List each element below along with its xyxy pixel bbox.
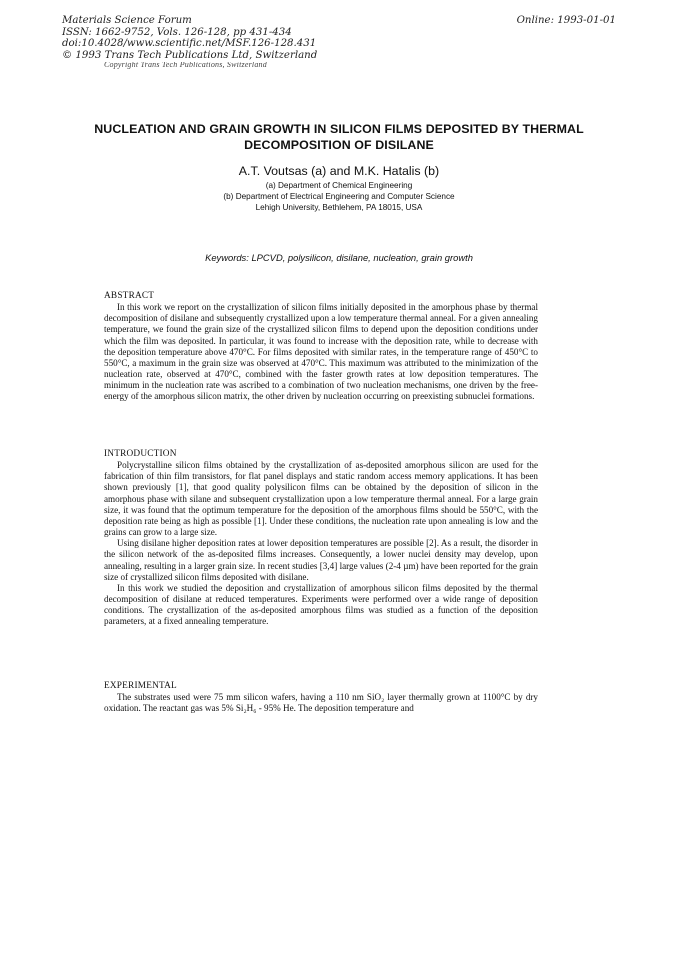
abstract-heading: ABSTRACT — [104, 291, 155, 301]
online-date: Online: 1993-01-01 — [516, 15, 616, 26]
affiliation-address: Lehigh University, Bethlehem, PA 18015, USA — [255, 203, 423, 213]
experimental-section — [104, 681, 538, 714]
abstract-section — [104, 291, 538, 403]
affiliation-a: (a) Department of Chemical Engineering — [265, 181, 413, 190]
paper-title: NUCLEATION AND GRAIN GROWTH IN SILICON FILMS DEPOSITED BY THERMAL DECOMPOSITION OF DISILANE — [94, 122, 584, 152]
affiliations — [0, 180, 678, 214]
doi-line[interactable]: doi:10.4028/www.scientific.net/MSF.126-128.431 — [62, 38, 317, 50]
intro-paragraph-2: Using disilane higher deposition rates at lower deposition temperatures are possible [2]. As a result, the disorder in the silicon network of the as-deposited films increases. Consequently, a lower nuclei density may develop, upon annealing, resulting in a larger grain size. In recent studies [3,4] large values (2-4 µm) have been reported for the grain size of crystallized silicon films deposited with disilane. — [104, 538, 538, 582]
experimental-heading: EXPERIMENTAL — [104, 681, 177, 691]
keywords: Keywords: LPCVD, polysilicon, disilane, nucleation, grain growth — [205, 252, 473, 263]
introduction-section — [104, 449, 538, 628]
abstract-text: In this work we report on the crystallization of silicon films initially deposited in the amorphous phase by thermal decomposition of disilane and subsequently crystallized upon a low temperature thermal anneal. For a given annealing temperature, we found the grain size of the crystallized silicon films to depend upon the deposition conditions under which the film was deposited. In particular, it was found to increase with the deposition rate, while to decrease with the deposition temperature above 470°C. For films deposited with similar rates, in the temperature range of 450°C to 550°C, a maximum in the grain size was observed at 470°C. This maximum was attributed to the minimization of the nucleation rate, observed at 470°C, combined with the faster growth rates at low deposition temperatures. The minimum in the nucleation rate was ascribed to a combination of two nucleation mechanisms, one driven by the free-energy of the amorphous silicon matrix, the other driven by nucleation occurring on preexisting subnuclei formations. — [104, 302, 538, 402]
copyright-line: © 1993 Trans Tech Publications Ltd, Switzerland — [62, 49, 318, 61]
citation-header — [62, 15, 317, 61]
experimental-text: The substrates used were 75 mm silicon wafers, having a 110 nm SiO₂ layer thermally grown at 1100°C by dry oxidation. The reactant gas was 5% Si₂H₆ - 95% He. The deposition temperature and — [104, 692, 538, 714]
affiliation-b: (b) Department of Electrical Engineering and Computer Science — [223, 192, 455, 202]
issn-line: ISSN: 1662-9752, Vols. 126-128, pp 431-434 — [62, 26, 292, 38]
copyright-strip: Copyright Trans Tech Publications, Switzerland — [104, 62, 267, 69]
intro-paragraph-3: In this work we studied the deposition and crystallization of amorphous silicon films deposited by the thermal decomposition of disilane at reduced temperatures. Experiments were performed over a wide range of deposition conditions. The crystallization of the as-deposited amorphous films was studied as a function of the deposition parameters, at a fixed annealing temperature. — [104, 582, 538, 627]
journal-name: Materials Science Forum — [62, 15, 192, 26]
intro-paragraph-1: Polycrystalline silicon films obtained by the crystallization of as-deposited amorphous silicon are used for the fabrication of thin film transistors, for flat panel displays and static random access memory applications. It has been shown previously [1], that good quality polysilicon films can be obtained by the deposition of silicon in the amorphous phase with silane and subsequent crystallization upon a low temperature thermal anneal. For a large grain size, it was found that the optimum temperature for the deposition of the amorphous films should be 550°C, with the deposition rate being as high as possible [1]. Under these conditions, the nucleation rate upon annealing is low and the grains can grow to a large size. — [104, 460, 538, 538]
authors: A.T. Voutsas (a) and M.K. Hatalis (b) — [238, 164, 440, 178]
introduction-heading: INTRODUCTION — [104, 449, 177, 459]
